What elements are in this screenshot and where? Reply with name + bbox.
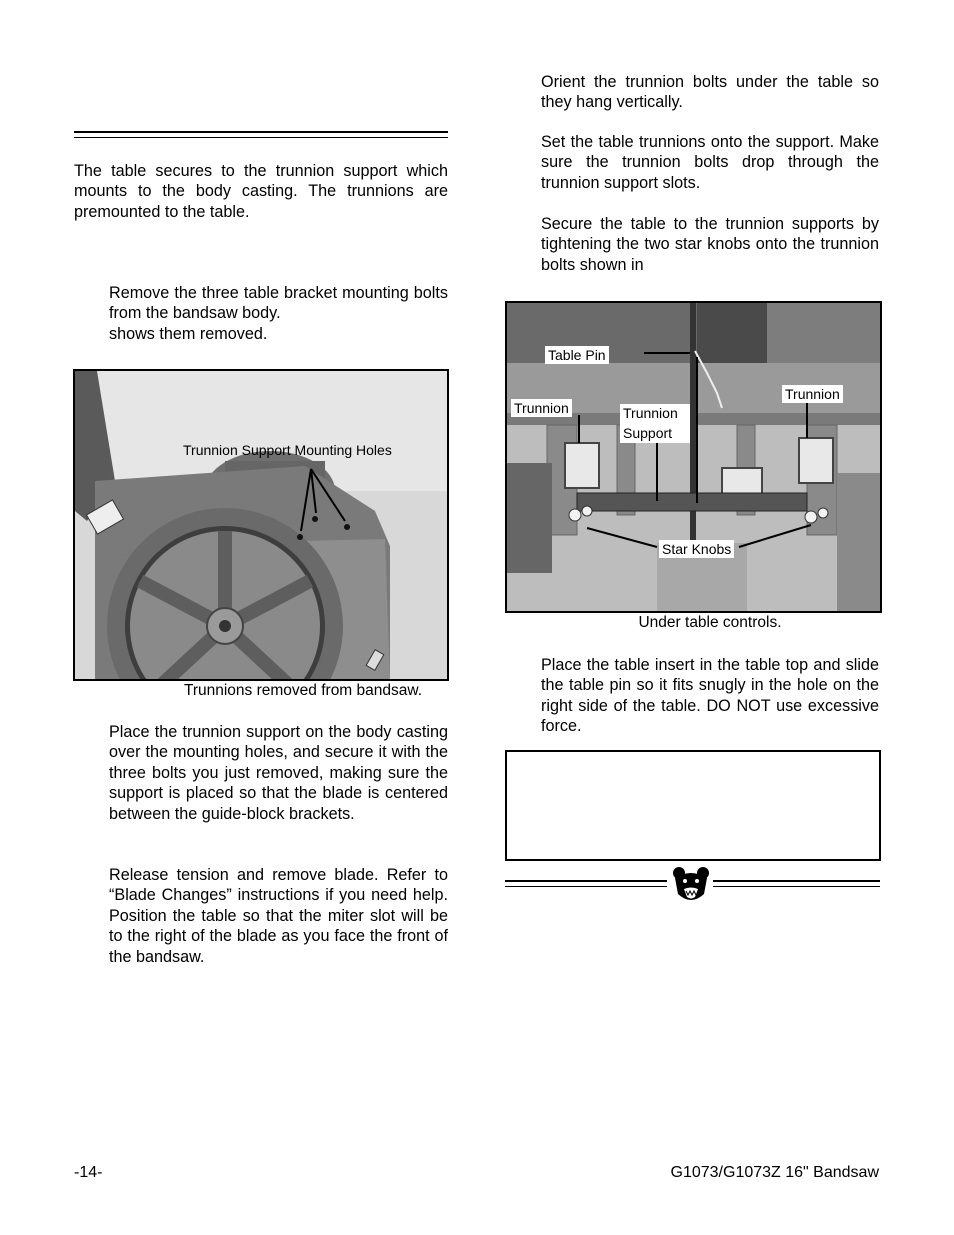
figure-under-table [505, 301, 882, 613]
figure2-caption: Under table controls. [638, 614, 782, 631]
label-star-knobs: Star Knobs [659, 540, 734, 558]
section-end-rule-right [713, 880, 880, 887]
step-secure-table: Secure the table to the trunnion supports by tightening the two star knobs onto the trunnion bolts shown in [541, 215, 879, 274]
step-remove-bolts [109, 283, 448, 344]
step-table-insert: Place the table insert in the table top and slide the table pin so it fits snugly in the hole on the right side of the table. DO NOT use excessive force. [541, 656, 879, 736]
label-table-pin: Table Pin [545, 346, 609, 364]
step-place-support: Place the trunnion support on the body casting over the mounting holes, and secure it with the three bolts you just removed, making sure the support is placed so that the blade is centered between the guide-block brackets. [109, 723, 448, 823]
figure-trunnions-removed [73, 369, 449, 681]
bear-head-logo-icon [671, 866, 711, 906]
page-number: -14- [74, 1164, 103, 1181]
section-heading-rule [74, 131, 448, 138]
step-remove-bolts-tail: shows them removed. [109, 324, 268, 343]
label-trunnion-right: Trunnion [782, 385, 843, 403]
step-release-tension: Release tension and remove blade. Refer to “Blade Changes” instructions if you need help. Position the table so that the miter slot will be to the right of the blade as you face the front of the bandsaw. [109, 866, 448, 966]
label-trunnion-support: Trunnion Support [620, 404, 690, 443]
section-end-rule-left [505, 880, 667, 887]
notice-box [505, 750, 881, 861]
figure1-caption: Trunnions removed from bandsaw. [183, 682, 423, 699]
callout-mounting-holes: Trunnion Support Mounting Holes [183, 442, 392, 458]
bandsaw-body-photo [75, 371, 447, 679]
label-trunnion-left: Trunnion [511, 399, 572, 417]
intro-paragraph: The table secures to the trunnion support which mounts to the body casting. The trunnions are premounted to the table. [74, 162, 448, 221]
step-set-trunnions: Set the table trunnions onto the support. Make sure the trunnion bolts drop through the trunnion support slots. [541, 133, 879, 192]
step-orient-bolts: Orient the trunnion bolts under the table so they hang vertically. [541, 73, 879, 112]
step-remove-bolts-text: Remove the three table bracket mounting bolts from the bandsaw body. [109, 284, 448, 323]
footer-model: G1073/G1073Z 16" Bandsaw [670, 1164, 879, 1181]
